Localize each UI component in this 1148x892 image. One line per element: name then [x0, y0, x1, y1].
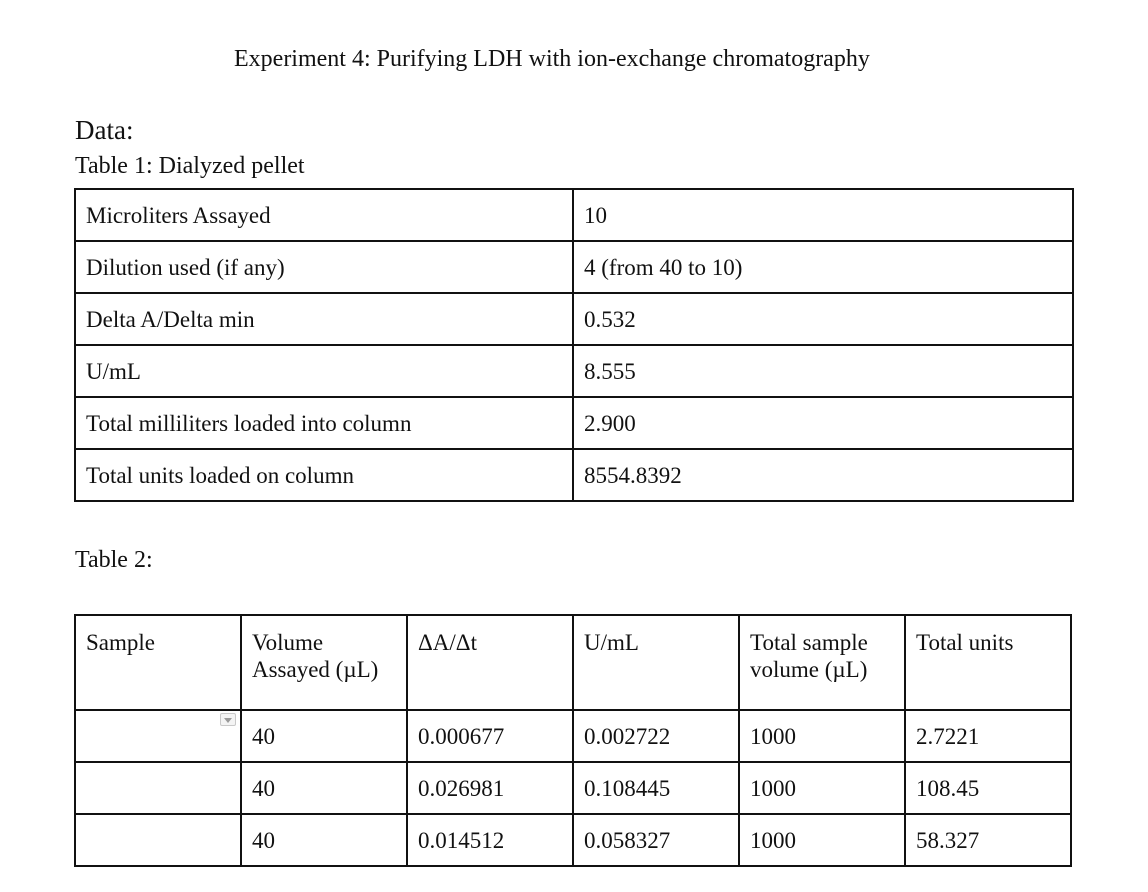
delta-a-delta-t-cell[interactable]: 0.000677 — [407, 710, 573, 762]
header-total-sample-volume[interactable]: Total sample volume (µL) — [739, 615, 905, 710]
sample-cell[interactable] — [75, 710, 241, 762]
table-row — [75, 449, 1073, 501]
chevron-down-icon[interactable] — [220, 713, 236, 726]
table-row — [75, 189, 1073, 241]
table1-label-cell[interactable]: Microliters Assayed — [75, 189, 573, 241]
table1-label-cell[interactable]: Total milliliters loaded into column — [75, 397, 573, 449]
u-ml-cell[interactable]: 0.002722 — [573, 710, 739, 762]
header-u-ml[interactable]: U/mL — [573, 615, 739, 710]
table-header-row — [75, 615, 1071, 710]
table1-label-cell[interactable]: U/mL — [75, 345, 573, 397]
table1-value-cell[interactable]: 8.555 — [573, 345, 1073, 397]
document-title: Experiment 4: Purifying LDH with ion-exchange chromatography — [234, 46, 870, 72]
table1-value-cell[interactable]: 4 (from 40 to 10) — [573, 241, 1073, 293]
table-row — [75, 710, 1071, 762]
table-row — [75, 762, 1071, 814]
volume-assayed-cell[interactable]: 40 — [241, 710, 407, 762]
total-sample-volume-cell[interactable]: 1000 — [739, 762, 905, 814]
sample-cell[interactable] — [75, 762, 241, 814]
header-sample[interactable]: Sample — [75, 615, 241, 710]
table2-caption: Table 2: — [75, 547, 153, 573]
sample-cell[interactable] — [75, 814, 241, 866]
table1-label-cell[interactable]: Dilution used (if any) — [75, 241, 573, 293]
table1-label-cell[interactable]: Delta A/Delta min — [75, 293, 573, 345]
total-units-cell[interactable]: 108.45 — [905, 762, 1071, 814]
table1-label-cell[interactable]: Total units loaded on column — [75, 449, 573, 501]
u-ml-cell[interactable]: 0.058327 — [573, 814, 739, 866]
total-units-cell[interactable]: 2.7221 — [905, 710, 1071, 762]
header-volume-assayed[interactable]: Volume Assayed (µL) — [241, 615, 407, 710]
delta-a-delta-t-cell[interactable]: 0.014512 — [407, 814, 573, 866]
table-row — [75, 345, 1073, 397]
total-sample-volume-cell[interactable]: 1000 — [739, 814, 905, 866]
table1-dialyzed-pellet — [74, 188, 1074, 502]
header-total-units[interactable]: Total units — [905, 615, 1071, 710]
table-row — [75, 397, 1073, 449]
header-delta-a-delta-t[interactable]: ΔA/Δt — [407, 615, 573, 710]
u-ml-cell[interactable]: 0.108445 — [573, 762, 739, 814]
table1-caption: Table 1: Dialyzed pellet — [75, 153, 305, 179]
table-row — [75, 814, 1071, 866]
table1-value-cell[interactable]: 10 — [573, 189, 1073, 241]
table1-value-cell[interactable]: 2.900 — [573, 397, 1073, 449]
table-row — [75, 293, 1073, 345]
total-sample-volume-cell[interactable]: 1000 — [739, 710, 905, 762]
table1-value-cell[interactable]: 8554.8392 — [573, 449, 1073, 501]
volume-assayed-cell[interactable]: 40 — [241, 814, 407, 866]
table2-samples — [74, 614, 1072, 867]
delta-a-delta-t-cell[interactable]: 0.026981 — [407, 762, 573, 814]
section-heading: Data: — [75, 115, 134, 145]
table-row — [75, 241, 1073, 293]
table1-value-cell[interactable]: 0.532 — [573, 293, 1073, 345]
total-units-cell[interactable]: 58.327 — [905, 814, 1071, 866]
volume-assayed-cell[interactable]: 40 — [241, 762, 407, 814]
